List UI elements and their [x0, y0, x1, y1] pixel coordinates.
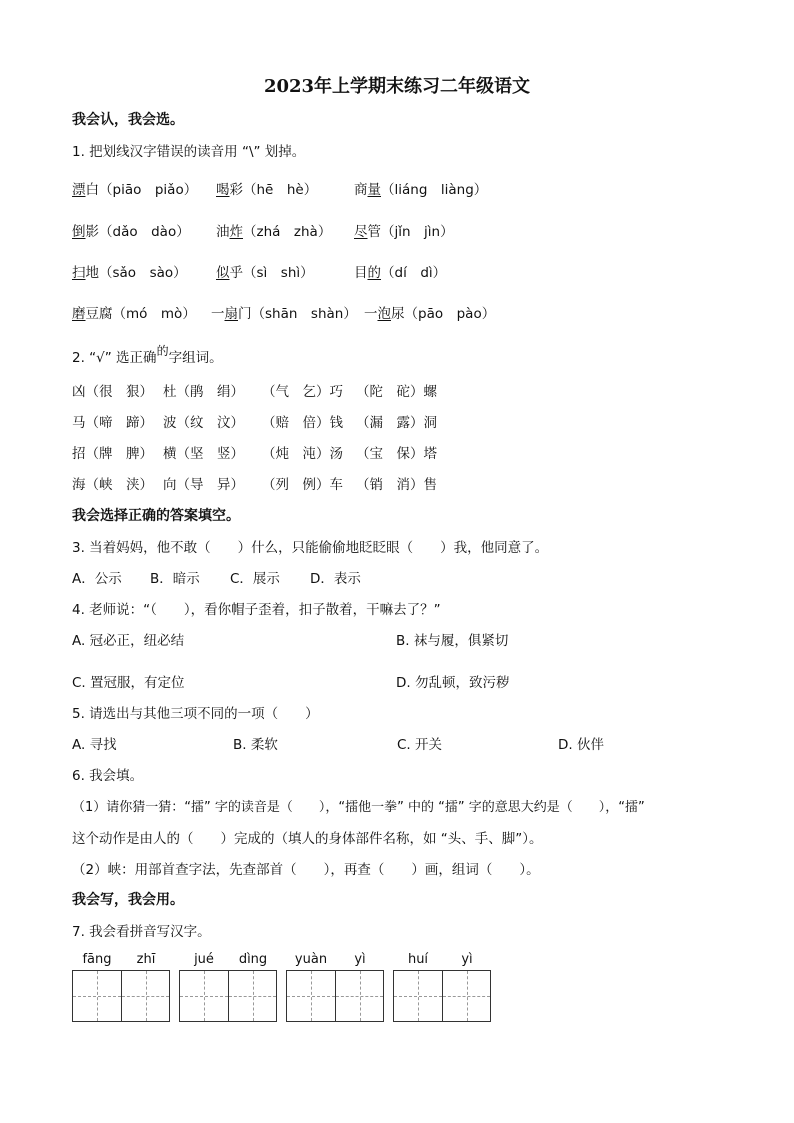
pinyin-label: zhī	[136, 952, 156, 967]
q1-item	[216, 261, 314, 281]
item-text: 管（jǐn jìn）	[367, 224, 454, 240]
writing-cell[interactable]	[287, 971, 335, 1021]
writing-cell[interactable]	[335, 971, 383, 1021]
q2-option: 横（坚 竖）	[163, 446, 244, 462]
q1-item	[354, 220, 454, 240]
q1-item	[354, 178, 487, 198]
q3-option-c: C．展示	[230, 571, 280, 587]
q6-line: 这个动作是由人的（ ）完成的（填人的身体部件名称，如 “头、手、脚”）。	[72, 831, 543, 847]
q5-prompt: 5. 请选出与其他三项不同的一项（ ）	[72, 706, 319, 722]
item-text: 彩（hē hè）	[229, 182, 318, 198]
underlined-char: 的	[367, 265, 381, 281]
q1-item	[216, 178, 317, 198]
underlined-char: 似	[216, 265, 230, 281]
q5-option-c: C. 开关	[397, 737, 443, 753]
q2-prompt-text-end: 字组词。	[168, 350, 223, 366]
underlined-char: 扇	[224, 306, 238, 322]
item-text: （liáng liàng）	[381, 182, 488, 198]
q1-item	[354, 261, 446, 281]
writing-cell[interactable]	[394, 971, 442, 1021]
q3-option-b: B．暗示	[150, 571, 200, 587]
underlined-char: 磨	[72, 306, 86, 322]
section-heading-recognize: 我会认，我会选。	[72, 112, 184, 128]
item-prefix: 目	[354, 265, 368, 281]
writing-cell[interactable]	[442, 971, 490, 1021]
q4-option-c: C. 置冠服，有定位	[72, 675, 185, 691]
pinyin-label: dìng	[238, 952, 268, 967]
section-heading-choose: 我会选择正确的答案填空。	[72, 508, 240, 524]
q6-line: （1）请你猜一猜：“擂” 字的读音是（ ），“擂他一拳” 中的 “擂” 字的意思大约是（ ），“擂”	[72, 800, 645, 815]
item-text: 乎（sì shì）	[229, 265, 314, 281]
q7-prompt: 7. 我会看拼音写汉字。	[72, 924, 211, 940]
q2-option: 马（啼 蹄）	[72, 415, 153, 431]
q2-option: （列 例）车	[262, 477, 343, 493]
item-text: 门（shān shàn）	[238, 306, 357, 322]
writing-cell[interactable]	[73, 971, 121, 1021]
q1-item	[364, 302, 495, 322]
writing-cell[interactable]	[180, 971, 228, 1021]
underlined-char: 倒	[72, 224, 86, 240]
q2-option: 招（牌 脾）	[72, 446, 153, 462]
underlined-char: 炸	[229, 224, 243, 240]
q4-option-d: D. 勿乱顿，致污秽	[396, 675, 510, 691]
q3-option-a: A．公示	[72, 571, 122, 587]
q2-option: 波（纹 汶）	[163, 415, 244, 431]
item-prefix: 油	[216, 224, 230, 240]
q1-item	[211, 302, 357, 322]
underlined-char: 扫	[72, 265, 86, 281]
item-text: 豆腐（mó mò）	[85, 306, 196, 322]
page-title: 2023年上学期末练习二年级语文	[263, 76, 531, 97]
q2-option: 海（峡 浃）	[72, 477, 153, 493]
writing-grid	[72, 970, 170, 1022]
q2-option: （宝 保）塔	[356, 446, 437, 462]
item-prefix: 一	[364, 306, 378, 322]
q5-option-d: D. 伙伴	[558, 737, 604, 753]
q2-option: （赔 倍）钱	[262, 415, 343, 431]
underlined-char: 漂	[72, 182, 86, 198]
q2-option: 向（导 异）	[163, 477, 244, 493]
q2-option: 凶（很 狠）	[72, 384, 153, 400]
item-text: 尿（pāo pào）	[391, 306, 496, 322]
q2-option: 杜（鹃 绢）	[163, 384, 244, 400]
q4-option-a: A. 冠必正，纽必结	[72, 633, 185, 649]
q1-item	[72, 302, 196, 322]
writing-grid	[179, 970, 277, 1022]
q1-item	[72, 178, 197, 198]
item-prefix: 一	[211, 306, 225, 322]
item-text: （dí dì）	[381, 265, 447, 281]
q1-item	[72, 220, 190, 240]
writing-grid	[286, 970, 384, 1022]
pinyin-label: yì	[461, 952, 473, 967]
item-prefix: 商	[354, 182, 368, 198]
pinyin-label: huí	[407, 952, 429, 967]
writing-cell[interactable]	[121, 971, 169, 1021]
q5-option-b: B. 柔软	[233, 737, 278, 753]
section-heading-write: 我会写，我会用。	[72, 892, 184, 908]
underlined-char: 尽	[354, 224, 368, 240]
pinyin-label: fāng	[82, 952, 112, 967]
q5-option-a: A. 寻找	[72, 737, 117, 753]
pinyin-label: yuàn	[294, 952, 328, 967]
underlined-char: 泡	[377, 306, 391, 322]
writing-grid	[393, 970, 491, 1022]
q1-prompt: 1. 把划线汉字错误的读音用 “\” 划掉。	[72, 144, 306, 160]
q2-prompt-text: 2. “√” 选正确	[72, 350, 157, 366]
item-text: 地（sǎo sào）	[85, 265, 187, 281]
q6-prompt: 6. 我会填。	[72, 768, 144, 784]
writing-cell[interactable]	[228, 971, 276, 1021]
q2-option: （陀 砣）螺	[356, 384, 437, 400]
pinyin-label: jué	[194, 952, 214, 967]
q3-prompt: 3. 当着妈妈，他不敢（ ）什么，只能偷偷地眨眨眼（ ）我，他同意了。	[72, 540, 549, 556]
q1-item	[72, 261, 187, 281]
q2-option: （漏 露）洞	[356, 415, 437, 431]
q2-prompt-sup: 的	[156, 344, 169, 358]
q4-prompt: 4. 老师说：“（ ），看你帽子歪着，扣子散着，干嘛去了？”	[72, 602, 441, 618]
q2-option: （销 消）售	[356, 477, 437, 493]
q4-option-b: B. 袜与履，俱紧切	[396, 633, 509, 649]
q2-prompt	[72, 346, 223, 366]
q2-option: （气 乞）巧	[262, 384, 343, 400]
underlined-char: 量	[367, 182, 381, 198]
item-text: （zhá zhà）	[243, 224, 332, 240]
q6-line: （2）峡：用部首查字法，先查部首（ ），再查（ ）画，组词（ ）。	[72, 862, 540, 878]
q2-option: （炖 沌）汤	[262, 446, 343, 462]
q1-item	[216, 220, 331, 240]
item-text: 影（dǎo dào）	[85, 224, 190, 240]
q3-option-d: D．表示	[310, 571, 361, 587]
pinyin-label: yì	[354, 952, 366, 967]
item-text: 白（piāo piǎo）	[85, 182, 198, 198]
underlined-char: 喝	[216, 182, 230, 198]
